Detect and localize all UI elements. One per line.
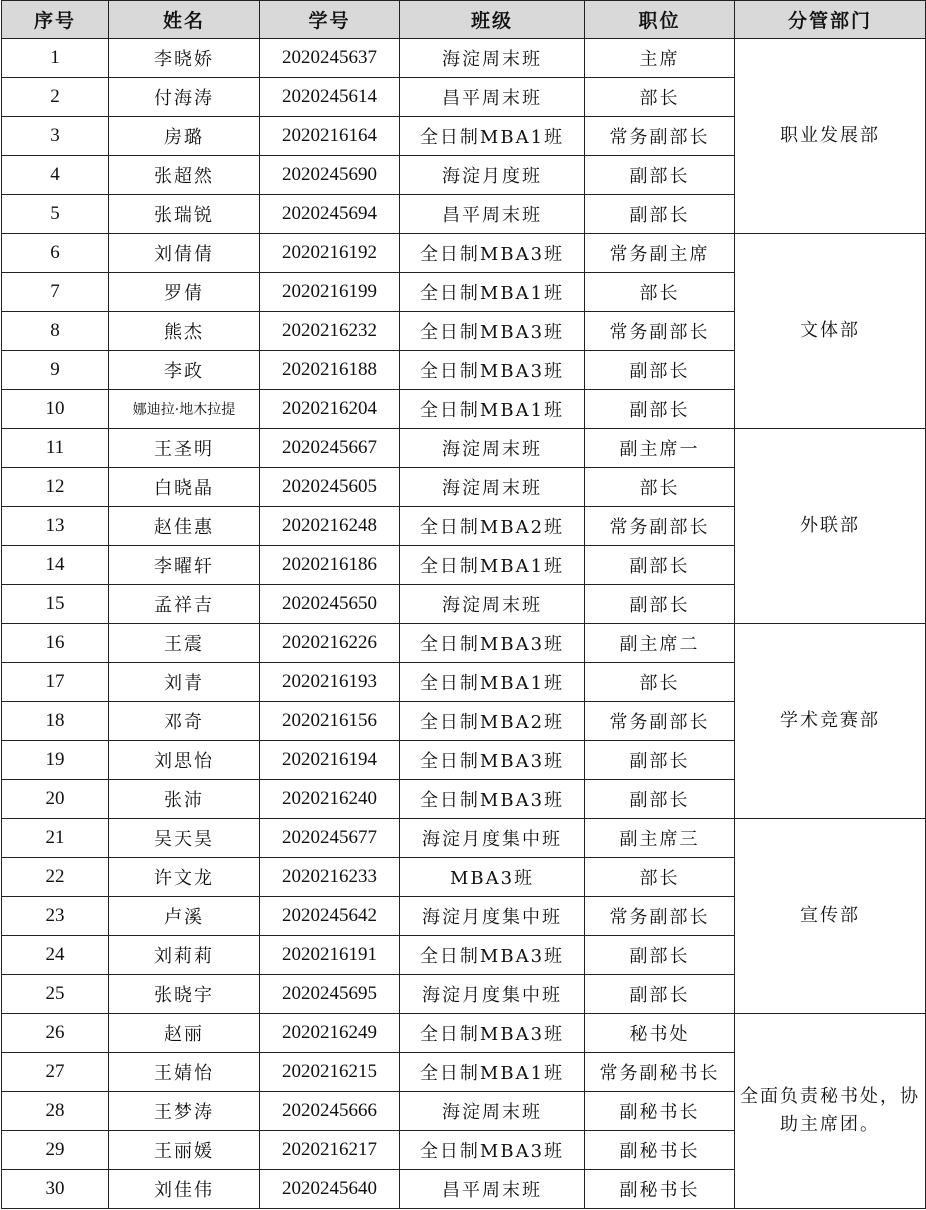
cell-student-id: 2020216192	[260, 234, 400, 273]
cell-student-id: 2020216232	[260, 312, 400, 351]
cell-student-id: 2020245666	[260, 1092, 400, 1131]
cell-position: 副主席一	[585, 429, 735, 468]
cell-position: 副部长	[585, 195, 735, 234]
cell-name: 熊杰	[109, 312, 260, 351]
cell-position: 部长	[585, 858, 735, 897]
cell-position: 常务副部长	[585, 312, 735, 351]
cell-position: 常务副主席	[585, 234, 735, 273]
cell-student-id: 2020216215	[260, 1053, 400, 1092]
cell-class: 全日制MBA1班	[400, 1053, 585, 1092]
cell-student-id: 2020216193	[260, 663, 400, 702]
table-row	[2, 819, 926, 858]
cell-position: 秘书处	[585, 1014, 735, 1053]
header-row	[2, 1, 926, 39]
cell-department: 文体部	[735, 234, 926, 429]
cell-position: 常务副部长	[585, 117, 735, 156]
cell-name: 赵丽	[109, 1014, 260, 1053]
cell-no: 20	[2, 780, 109, 819]
cell-class: 全日制MBA1班	[400, 390, 585, 429]
cell-no: 17	[2, 663, 109, 702]
cell-no: 14	[2, 546, 109, 585]
cell-no: 22	[2, 858, 109, 897]
cell-class: 海淀周末班	[400, 429, 585, 468]
cell-name: 卢溪	[109, 897, 260, 936]
cell-department: 全面负责秘书处，协助主席团。	[735, 1014, 926, 1209]
cell-no: 13	[2, 507, 109, 546]
cell-position: 部长	[585, 663, 735, 702]
cell-class: 海淀周末班	[400, 468, 585, 507]
cell-student-id: 2020245650	[260, 585, 400, 624]
cell-class: 全日制MBA3班	[400, 1131, 585, 1170]
cell-name: 王丽媛	[109, 1131, 260, 1170]
cell-class: 全日制MBA3班	[400, 624, 585, 663]
cell-class: 海淀月度集中班	[400, 975, 585, 1014]
cell-no: 11	[2, 429, 109, 468]
cell-no: 12	[2, 468, 109, 507]
cell-student-id: 2020245640	[260, 1170, 400, 1209]
cell-student-id: 2020216191	[260, 936, 400, 975]
cell-no: 4	[2, 156, 109, 195]
member-table	[1, 0, 926, 1209]
cell-name: 张瑞锐	[109, 195, 260, 234]
cell-class: 全日制MBA3班	[400, 1014, 585, 1053]
cell-student-id: 2020216204	[260, 390, 400, 429]
cell-no: 27	[2, 1053, 109, 1092]
cell-no: 25	[2, 975, 109, 1014]
cell-position: 副部长	[585, 156, 735, 195]
cell-name: 李晓娇	[109, 39, 260, 78]
cell-student-id: 2020216248	[260, 507, 400, 546]
cell-position: 常务副秘书长	[585, 1053, 735, 1092]
cell-department: 外联部	[735, 429, 926, 624]
cell-no: 18	[2, 702, 109, 741]
cell-position: 副部长	[585, 780, 735, 819]
header-class: 班级	[400, 1, 585, 39]
cell-name: 娜迪拉·地木拉提	[109, 390, 260, 429]
cell-class: 全日制MBA3班	[400, 741, 585, 780]
cell-name: 刘佳伟	[109, 1170, 260, 1209]
cell-no: 7	[2, 273, 109, 312]
cell-position: 副部长	[585, 585, 735, 624]
cell-student-id: 2020216188	[260, 351, 400, 390]
cell-name: 刘莉莉	[109, 936, 260, 975]
cell-student-id: 2020245605	[260, 468, 400, 507]
cell-student-id: 2020216240	[260, 780, 400, 819]
header-name: 姓名	[109, 1, 260, 39]
cell-name: 李政	[109, 351, 260, 390]
cell-no: 24	[2, 936, 109, 975]
cell-class: 全日制MBA3班	[400, 780, 585, 819]
cell-no: 15	[2, 585, 109, 624]
cell-position: 部长	[585, 78, 735, 117]
cell-student-id: 2020216199	[260, 273, 400, 312]
cell-class: 全日制MBA1班	[400, 546, 585, 585]
cell-student-id: 2020216226	[260, 624, 400, 663]
cell-class: 全日制MBA3班	[400, 234, 585, 273]
cell-position: 副部长	[585, 741, 735, 780]
cell-position: 部长	[585, 468, 735, 507]
cell-position: 部长	[585, 273, 735, 312]
cell-no: 19	[2, 741, 109, 780]
cell-position: 副秘书长	[585, 1092, 735, 1131]
cell-name: 邓奇	[109, 702, 260, 741]
cell-student-id: 2020216249	[260, 1014, 400, 1053]
cell-no: 5	[2, 195, 109, 234]
cell-name: 罗倩	[109, 273, 260, 312]
cell-position: 副主席二	[585, 624, 735, 663]
cell-name: 王婧怡	[109, 1053, 260, 1092]
table-row	[2, 39, 926, 78]
header-no: 序号	[2, 1, 109, 39]
cell-student-id: 2020245694	[260, 195, 400, 234]
cell-name: 许文龙	[109, 858, 260, 897]
cell-position: 副秘书长	[585, 1131, 735, 1170]
cell-department: 职业发展部	[735, 39, 926, 234]
cell-no: 1	[2, 39, 109, 78]
cell-name: 刘青	[109, 663, 260, 702]
cell-no: 28	[2, 1092, 109, 1131]
cell-name: 刘倩倩	[109, 234, 260, 273]
cell-class: 全日制MBA1班	[400, 273, 585, 312]
cell-name: 付海涛	[109, 78, 260, 117]
cell-no: 8	[2, 312, 109, 351]
cell-class: 全日制MBA3班	[400, 351, 585, 390]
cell-name: 赵佳惠	[109, 507, 260, 546]
cell-position: 副部长	[585, 390, 735, 429]
cell-name: 刘思怡	[109, 741, 260, 780]
table-row	[2, 234, 926, 273]
cell-no: 30	[2, 1170, 109, 1209]
cell-name: 王震	[109, 624, 260, 663]
cell-name: 房璐	[109, 117, 260, 156]
cell-student-id: 2020245677	[260, 819, 400, 858]
cell-position: 副部长	[585, 546, 735, 585]
cell-no: 26	[2, 1014, 109, 1053]
cell-name: 王圣明	[109, 429, 260, 468]
cell-student-id: 2020216194	[260, 741, 400, 780]
cell-no: 6	[2, 234, 109, 273]
header-department: 分管部门	[735, 1, 926, 39]
cell-no: 16	[2, 624, 109, 663]
header-position: 职位	[585, 1, 735, 39]
cell-no: 3	[2, 117, 109, 156]
header-student-id: 学号	[260, 1, 400, 39]
cell-class: 海淀周末班	[400, 1092, 585, 1131]
table-body	[2, 39, 926, 1209]
cell-class: 全日制MBA3班	[400, 936, 585, 975]
cell-no: 2	[2, 78, 109, 117]
cell-class: 全日制MBA1班	[400, 663, 585, 702]
cell-class: 海淀月度集中班	[400, 819, 585, 858]
cell-position: 副部长	[585, 975, 735, 1014]
cell-position: 主席	[585, 39, 735, 78]
cell-student-id: 2020245637	[260, 39, 400, 78]
cell-name: 张沛	[109, 780, 260, 819]
table-row	[2, 1014, 926, 1053]
cell-class: 昌平周末班	[400, 195, 585, 234]
cell-class: 海淀月度集中班	[400, 897, 585, 936]
cell-student-id: 2020245690	[260, 156, 400, 195]
cell-no: 9	[2, 351, 109, 390]
cell-class: 全日制MBA1班	[400, 117, 585, 156]
cell-name: 王梦涛	[109, 1092, 260, 1131]
cell-class: 海淀月度班	[400, 156, 585, 195]
cell-position: 常务副部长	[585, 702, 735, 741]
cell-name: 吴天昊	[109, 819, 260, 858]
cell-position: 副部长	[585, 351, 735, 390]
cell-position: 副部长	[585, 936, 735, 975]
cell-department: 学术竞赛部	[735, 624, 926, 819]
cell-student-id: 2020245642	[260, 897, 400, 936]
cell-name: 李曜轩	[109, 546, 260, 585]
cell-no: 29	[2, 1131, 109, 1170]
cell-class: 全日制MBA3班	[400, 312, 585, 351]
cell-name: 张超然	[109, 156, 260, 195]
cell-student-id: 2020245614	[260, 78, 400, 117]
cell-student-id: 2020245667	[260, 429, 400, 468]
cell-name: 张晓宇	[109, 975, 260, 1014]
cell-student-id: 2020216164	[260, 117, 400, 156]
cell-class: 全日制MBA2班	[400, 702, 585, 741]
cell-class: 昌平周末班	[400, 1170, 585, 1209]
table-row	[2, 429, 926, 468]
cell-class: 海淀周末班	[400, 585, 585, 624]
table-row	[2, 624, 926, 663]
cell-class: 昌平周末班	[400, 78, 585, 117]
cell-student-id: 2020216186	[260, 546, 400, 585]
cell-class: MBA3班	[400, 858, 585, 897]
cell-student-id: 2020216217	[260, 1131, 400, 1170]
cell-name: 孟祥吉	[109, 585, 260, 624]
cell-student-id: 2020216156	[260, 702, 400, 741]
cell-name: 白晓晶	[109, 468, 260, 507]
cell-class: 海淀周末班	[400, 39, 585, 78]
cell-no: 23	[2, 897, 109, 936]
cell-position: 常务副部长	[585, 507, 735, 546]
cell-student-id: 2020245695	[260, 975, 400, 1014]
cell-no: 10	[2, 390, 109, 429]
cell-class: 全日制MBA2班	[400, 507, 585, 546]
cell-department: 宣传部	[735, 819, 926, 1014]
cell-student-id: 2020216233	[260, 858, 400, 897]
cell-position: 副主席三	[585, 819, 735, 858]
cell-position: 副秘书长	[585, 1170, 735, 1209]
cell-no: 21	[2, 819, 109, 858]
cell-position: 常务副部长	[585, 897, 735, 936]
